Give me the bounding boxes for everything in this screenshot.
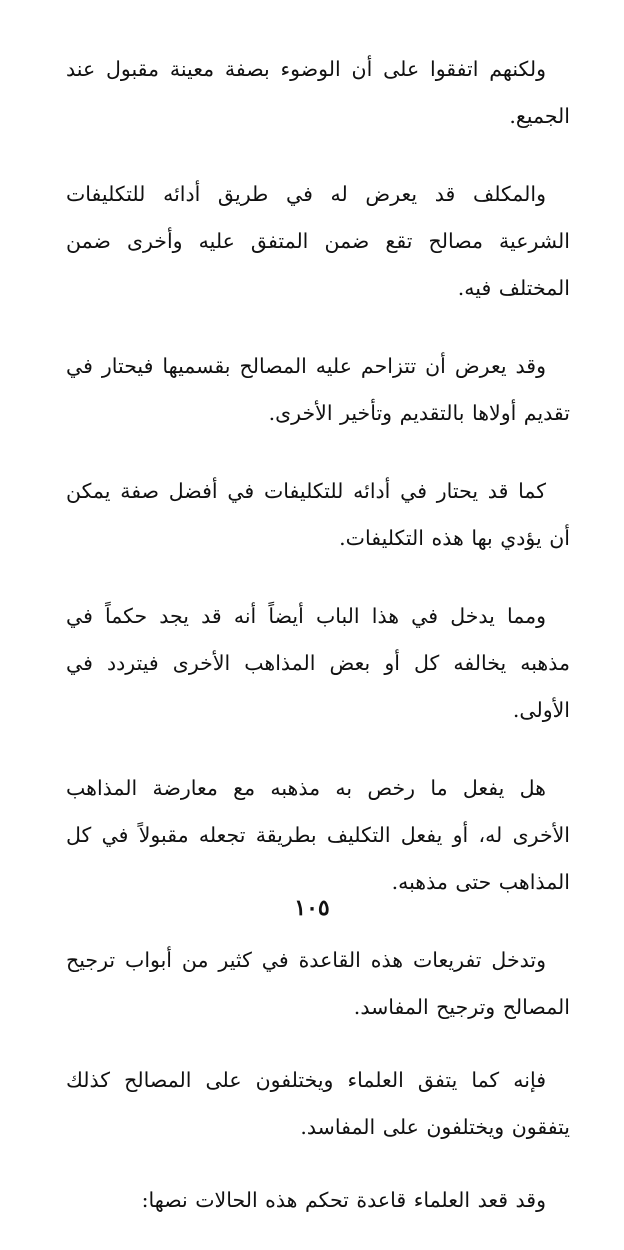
paragraph-7: وتدخل تفريعات هذه القاعدة في كثير من أبواب ترجيح المصالح وترجيح المفاسد. xyxy=(66,948,570,1019)
paragraph-2: والمكلف قد يعرض له في طريق أدائه للتكليفات الشرعية مصالح تقع ضمن المتفق عليه وأخرى ضمن المختلف فيه. xyxy=(66,182,570,300)
paragraph-9: وقد قعد العلماء قاعدة تحكم هذه الحالات نصها: xyxy=(141,1188,546,1212)
paragraph-4: كما قد يحتار في أدائه للتكليفات في أفضل صفة يمكن أن يؤدي بها هذه التكليفات. xyxy=(66,479,570,550)
paragraph-3: وقد يعرض أن تتزاحم عليه المصالح بقسميها فيحتار في تقديم أولاها بالتقديم وتأخير الأخرى. xyxy=(66,354,570,425)
paragraph-1: ولكنهم اتفقوا على أن الوضوء بصفة معينة مقبول عند الجميع. xyxy=(66,57,570,128)
page-number: ١٠٥ xyxy=(294,895,330,921)
paragraph-5: ومما يدخل في هذا الباب أيضاً أنه قد يجد حكماً في مذهبه يخالفه كل أو بعض المذاهب الأخرى فيتردد في الأولى. xyxy=(66,604,570,722)
paragraph-8: فإنه كما يتفق العلماء ويختلفون على المصالح كذلك يتفقون ويختلفون على المفاسد. xyxy=(66,1068,570,1139)
paragraph-6: هل يفعل ما رخص به مذهبه مع معارضة المذاهب الأخرى له، أو يفعل التكليف بطريقة تجعله مقبولاً في كل المذاهب حتى مذهبه. xyxy=(66,776,570,894)
page-body xyxy=(66,46,570,1250)
